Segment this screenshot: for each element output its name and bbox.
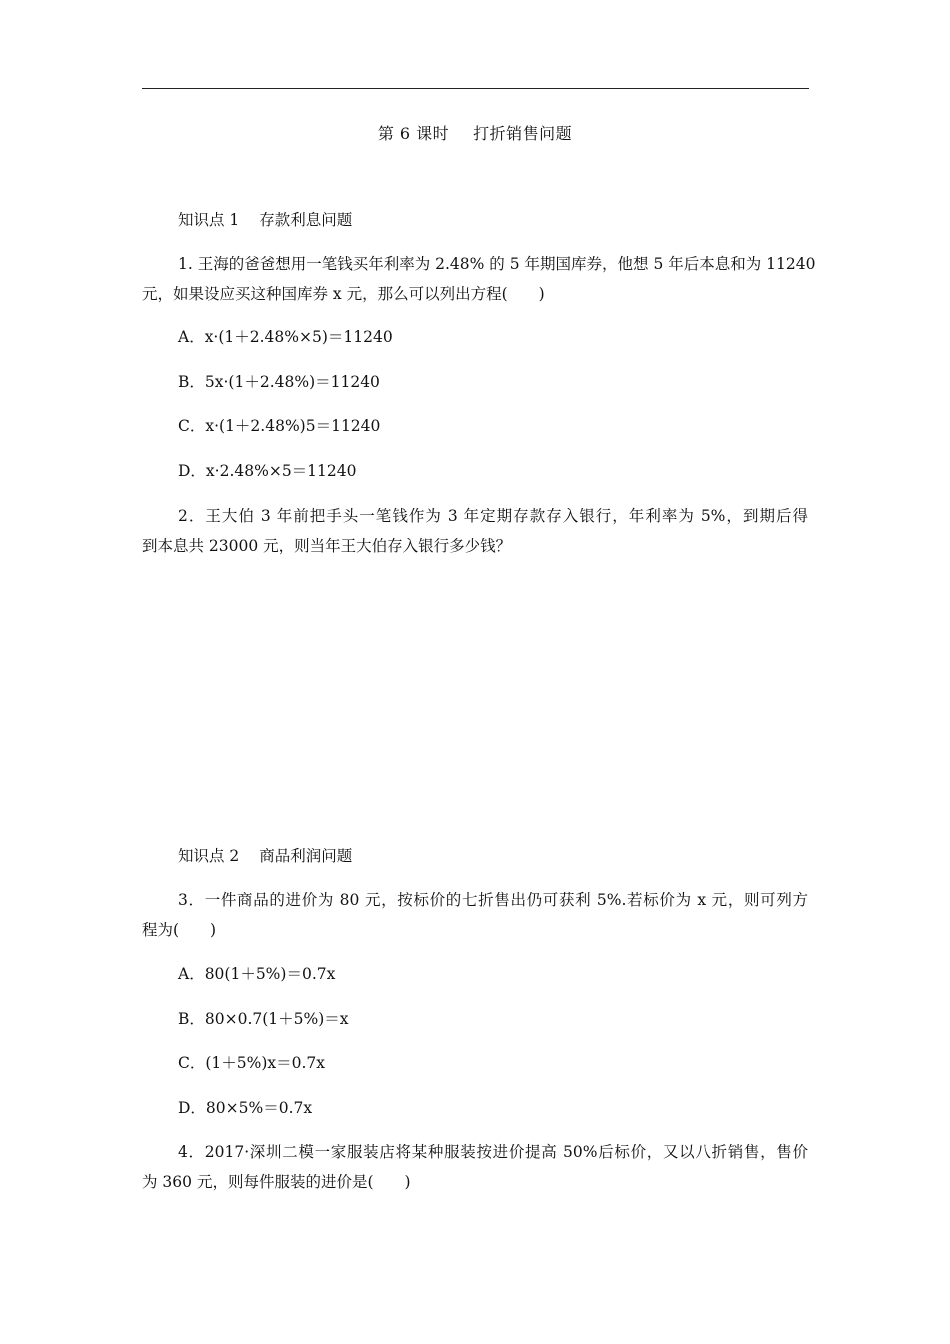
question-3-option-c: C．(1＋5%)x＝0.7x: [178, 1054, 326, 1072]
question-4-line-1: 4．2017·深圳二模一家服装店将某种服装按进价提高 50%后标价，又以八折销售，售价: [178, 1143, 808, 1161]
question-1-option-c: C．x·(1＋2.48%)5＝11240: [178, 417, 381, 435]
section-label: 知识点 2: [178, 847, 240, 865]
question-4-line-2: 为 360 元，则每件服装的进价是( ): [142, 1173, 411, 1191]
question-2-line-1: 2．王大伯 3 年前把手头一笔钱作为 3 年定期存款存入银行，年利率为 5%，到期后得: [178, 507, 808, 525]
header-rule: [142, 88, 809, 89]
section-heading-2: [178, 846, 352, 866]
question-1-option-a: A．x·(1＋2.48%×5)＝11240: [178, 328, 393, 346]
question-2-line-2: 到本息共 23000 元，则当年王大伯存入银行多少钱？: [142, 537, 512, 555]
question-1-option-b: B．5x·(1＋2.48%)＝11240: [178, 373, 380, 391]
question-1-option-d: D．x·2.48%×5＝11240: [178, 462, 357, 480]
question-1-line-2: 元，如果设应买这种国库券 x 元，那么可以列出方程( ): [142, 285, 545, 303]
question-3-option-d: D．80×5%＝0.7x: [178, 1099, 313, 1117]
question-1-line-1: 1. 王海的爸爸想用一笔钱买年利率为 2.48% 的 5 年期国库券，他想 5 年后本息和为 11240: [178, 255, 816, 273]
section-title: 存款利息问题: [259, 211, 353, 229]
section-heading-1: [178, 210, 352, 230]
lesson-topic: 打折销售问题: [473, 124, 573, 143]
question-3-option-a: A．80(1＋5%)＝0.7x: [178, 965, 336, 983]
section-label: 知识点 1: [178, 211, 240, 229]
question-3-line-2: 程为( ): [142, 921, 217, 939]
page-title: [0, 121, 950, 144]
section-title: 商品利润问题: [259, 847, 353, 865]
lesson-number: 第 6 课时: [377, 124, 450, 143]
question-3-option-b: B．80×0.7(1＋5%)＝x: [178, 1010, 349, 1028]
answer-space[interactable]: [142, 580, 809, 830]
question-3-line-1: 3．一件商品的进价为 80 元，按标价的七折售出仍可获利 5%.若标价为 x 元，则可列方: [178, 891, 808, 909]
